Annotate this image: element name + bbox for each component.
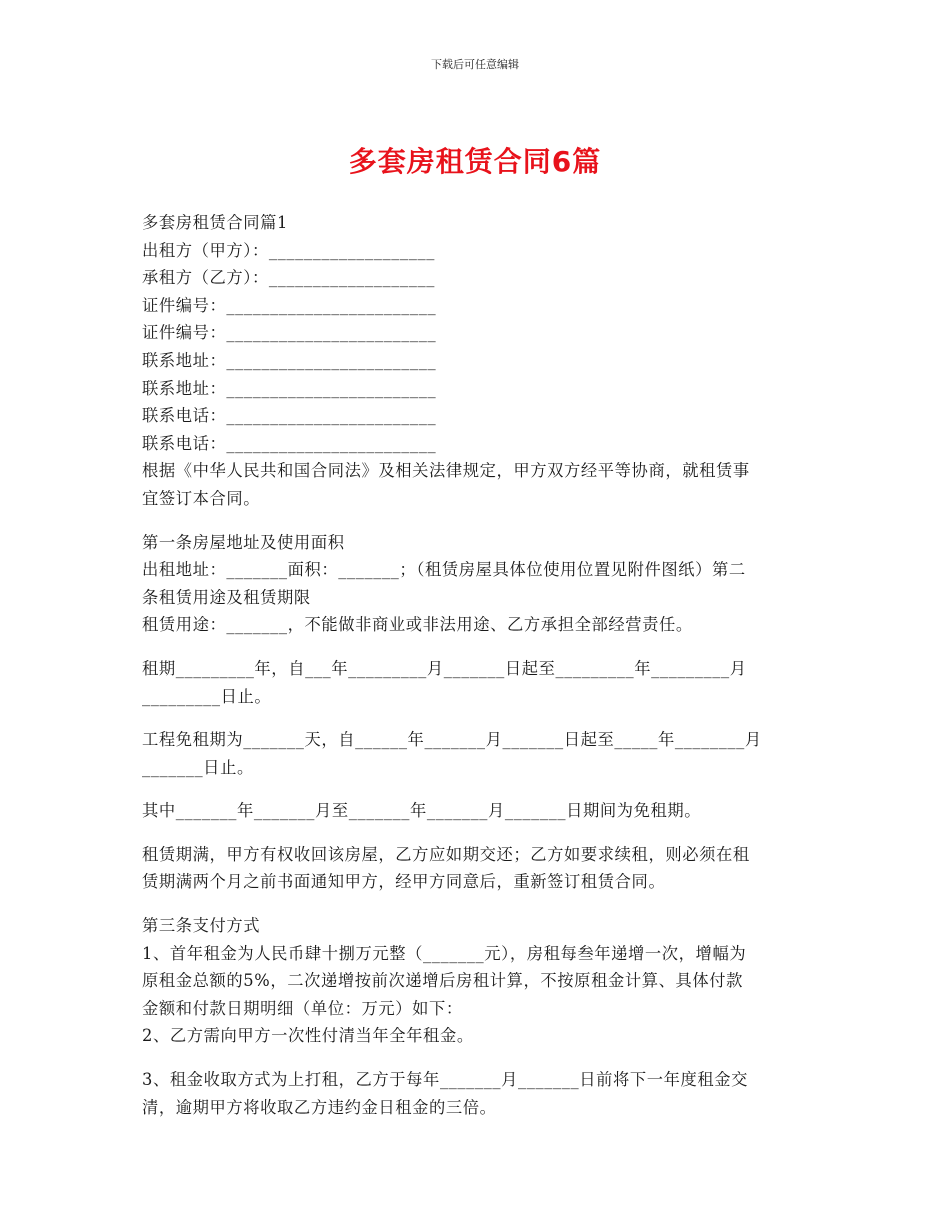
paragraph-line: 其中_______年_______月至_______年_______月_______日期间为免租期。 (142, 801, 702, 821)
paragraph-line: _________日止。 (142, 686, 272, 706)
article-heading: 第一条房屋地址及使用面积 (142, 532, 345, 552)
paragraph-line: 出租地址：_______面积：_______；（租赁房屋具体位使用位置见附件图纸）第二 (142, 560, 746, 580)
lessee-field: 承租方（乙方）：___________________ (142, 268, 435, 288)
lessor-field: 出租方（甲方）：___________________ (142, 240, 435, 260)
paragraph-line: 租赁期满，甲方有权收回该房屋，乙方应如期交还；乙方如要求续租，则必须在租 (142, 844, 750, 864)
phone-field: 联系电话：________________________ (142, 406, 437, 426)
section-heading: 多套房租赁合同篇1 (142, 213, 289, 232)
id-number-field: 证件编号：________________________ (142, 295, 437, 315)
paragraph-line: 2、乙方需向甲方一次性付清当年全年租金。 (142, 1026, 474, 1046)
paragraph-line: 租期_________年，自___年_________月_______日起至_________年_________月 (142, 658, 747, 678)
paragraph-line: 宜签订本合同。 (142, 488, 261, 508)
paragraph-line: 条租赁用途及租赁期限 (142, 587, 311, 607)
article-heading: 第三条支付方式 (142, 916, 261, 936)
paragraph-line: 清，逾期甲方将收取乙方违约金日租金的三倍。 (142, 1097, 497, 1117)
header-note: 下载后可任意编辑 (431, 58, 519, 71)
paragraph-line: 3、租金收取方式为上打租，乙方于每年_______月_______日前将下一年度租金交 (142, 1070, 749, 1090)
paragraph-line: 金额和付款日期明细（单位：万元）如下： (142, 998, 463, 1018)
id-number-field: 证件编号：________________________ (142, 323, 437, 343)
paragraph-line: 1、首年租金为人民币肆十捌万元整（_______元），房租每叁年递增一次，增幅为 (142, 943, 747, 963)
paragraph-line: 根据《中华人民共和国合同法》及相关法律规定，甲方双方经平等协商，就租赁事 (142, 461, 750, 481)
phone-field: 联系电话：________________________ (142, 433, 437, 453)
paragraph-line: 租赁用途：_______，不能做非商业或非法用途、乙方承担全部经营责任。 (142, 615, 693, 635)
document-body (142, 209, 814, 1121)
paragraph-line: _______日止。 (142, 757, 254, 777)
document-title: 多套房租赁合同6篇 (348, 145, 602, 178)
address-field: 联系地址：________________________ (142, 350, 437, 370)
paragraph-line: 原租金总额的5%，二次递增按前次递增后房租计算，不按原租金计算、具体付款 (142, 971, 743, 991)
paragraph-line: 工程免租期为_______天，自______年_______月_______日起至_____年________月 (142, 730, 762, 750)
address-field: 联系地址：________________________ (142, 378, 437, 398)
paragraph-line: 赁期满两个月之前书面通知甲方，经甲方同意后，重新签订租赁合同。 (142, 872, 666, 892)
